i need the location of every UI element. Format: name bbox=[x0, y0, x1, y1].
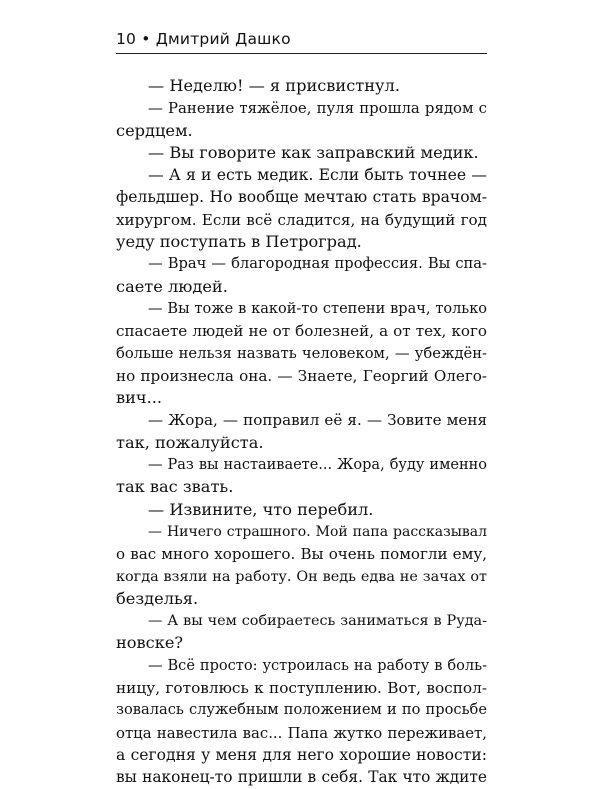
text-line: саете людей. bbox=[116, 276, 228, 296]
text-line: — Неделю! — я присвистнул. bbox=[148, 76, 400, 95]
text-line: спасаете людей не от болезней, а от тех, кого bbox=[116, 322, 487, 341]
text-line: безделья. bbox=[116, 588, 199, 608]
text-line: — Вы говорите как заправский медик. bbox=[148, 142, 479, 162]
text-line: фельдшер. Но вообще мечтаю стать врачом- bbox=[116, 188, 487, 207]
text-line: но произнесла она. — Знаете, Георгий Олего- bbox=[116, 366, 487, 385]
text-line: отца навестила вас... Папа жутко переживает, bbox=[116, 723, 487, 742]
text-line: — Раз вы настаиваете... Жора, буду именно bbox=[148, 457, 487, 474]
text-line: а сегодня у меня для него хорошие новости: bbox=[116, 745, 487, 764]
text-line: зовалась служебным положением и по просьбе bbox=[116, 701, 487, 719]
text-line: когда взяли на работу. Он ведь едва не зачах от bbox=[116, 568, 487, 585]
text-line: — Вы тоже в какой-то степени врач, только bbox=[148, 300, 487, 317]
text-line: сердцем. bbox=[116, 120, 193, 140]
header-divider bbox=[116, 53, 487, 54]
text-line: так вас звать. bbox=[116, 477, 234, 497]
text-line: ницу, готовлюсь к поступлению. Вот, воспол- bbox=[116, 679, 487, 698]
text-line: вич... bbox=[116, 388, 163, 408]
text-line: так, пожалуйста. bbox=[116, 432, 264, 452]
text-line: — Всё просто: устроилась на работу в боль- bbox=[148, 656, 487, 674]
text-line: новске? bbox=[116, 633, 184, 653]
text-line: хирургом. Если всё сладится, на будущий год bbox=[116, 210, 487, 229]
body-text bbox=[116, 75, 487, 789]
text-line: вы наконец-то пришли в себя. Так что ждите bbox=[116, 768, 487, 787]
text-line: — Жора, — поправил её я. — Зовите меня bbox=[148, 411, 487, 430]
text-line: — А я и есть медик. Если быть точнее — bbox=[148, 165, 487, 185]
text-line: уеду поступать в Петроград. bbox=[116, 232, 362, 252]
text-line: больше нельзя назвать человеком, — убеждён- bbox=[116, 344, 487, 362]
text-line: — Ранение тяжёлое, пуля прошла рядом с bbox=[148, 99, 487, 118]
text-line: — Извините, что перебил. bbox=[148, 499, 374, 519]
text-line: — Ничего страшного. Мой папа рассказывал bbox=[148, 523, 487, 540]
text-line: о вас много хорошего. Вы очень помогли ему, bbox=[116, 545, 487, 564]
running-header: 10 • Дмитрий Дашко bbox=[116, 30, 291, 48]
text-line: — А вы чем собираетесь заниматься в Руда- bbox=[148, 613, 487, 630]
text-line: — Врач — благородная профессия. Вы спа- bbox=[148, 255, 487, 273]
